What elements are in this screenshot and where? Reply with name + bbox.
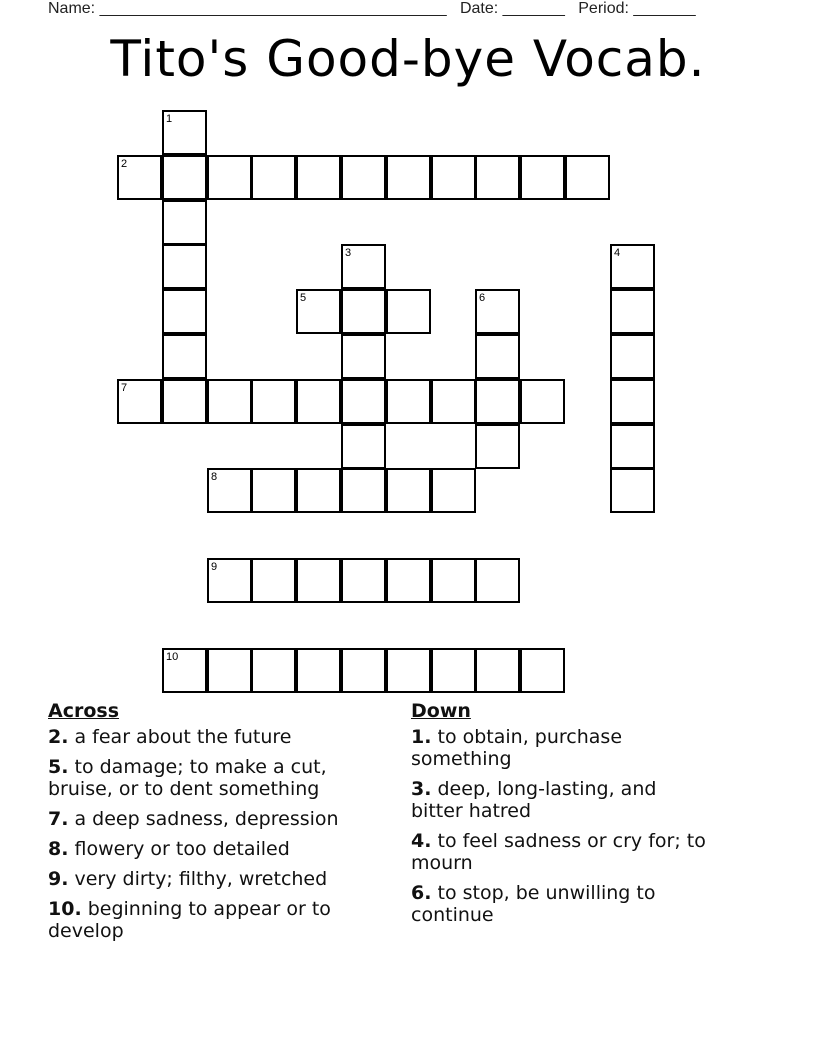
clue-number: 3 xyxy=(345,247,352,259)
crossword-cell[interactable] xyxy=(475,558,520,603)
crossword-cell[interactable] xyxy=(296,155,341,200)
crossword-cell[interactable] xyxy=(251,648,296,693)
crossword-cell[interactable] xyxy=(341,558,386,603)
clue-number: 10 xyxy=(166,651,179,663)
crossword-cell[interactable] xyxy=(610,424,655,469)
crossword-cell[interactable] xyxy=(386,289,431,334)
clue-across-5: 5. to damage; to make a cut, bruise, or to dent something xyxy=(48,756,327,800)
crossword-cell[interactable] xyxy=(341,244,386,289)
crossword-cell[interactable] xyxy=(296,468,341,513)
clue-down-4: 4. to feel sadness or cry for; to mourn xyxy=(411,830,706,874)
crossword-cell[interactable] xyxy=(610,468,655,513)
down-clues xyxy=(411,700,741,934)
crossword-cell[interactable] xyxy=(296,289,341,334)
crossword-cell[interactable] xyxy=(431,379,476,424)
clue-across-9: 9. very dirty; filthy, wretched xyxy=(48,868,328,890)
crossword-cell[interactable] xyxy=(475,379,520,424)
crossword-cell[interactable] xyxy=(341,334,386,379)
crossword-cell[interactable] xyxy=(431,155,476,200)
crossword-cell[interactable] xyxy=(475,648,520,693)
crossword-cell[interactable] xyxy=(162,155,207,200)
down-heading: Down xyxy=(411,700,471,722)
crossword-cell[interactable] xyxy=(431,648,476,693)
crossword-cell[interactable] xyxy=(610,289,655,334)
header-fields: Name: _______________________________________ Date: _______ Period: _______ xyxy=(48,0,696,17)
clue-across-10: 10. beginning to appear or to develop xyxy=(48,898,331,942)
crossword-cell[interactable] xyxy=(162,244,207,289)
clue-across-8: 8. flowery or too detailed xyxy=(48,838,290,860)
across-clues xyxy=(48,700,398,950)
across-heading: Across xyxy=(48,700,120,722)
crossword-cell[interactable] xyxy=(341,155,386,200)
crossword-cell[interactable] xyxy=(431,558,476,603)
crossword-cell[interactable] xyxy=(341,648,386,693)
crossword-cell[interactable] xyxy=(386,379,431,424)
crossword-cell[interactable] xyxy=(296,558,341,603)
crossword-cell[interactable] xyxy=(341,379,386,424)
crossword-cell[interactable] xyxy=(386,558,431,603)
crossword-cell[interactable] xyxy=(207,468,252,513)
clue-number: 2 xyxy=(121,158,128,170)
crossword-cell[interactable] xyxy=(565,155,610,200)
crossword-cell[interactable] xyxy=(475,289,520,334)
clue-down-3: 3. deep, long-lasting, and bitter hatred xyxy=(411,778,657,822)
clue-number: 1 xyxy=(166,113,173,125)
crossword-cell[interactable] xyxy=(520,379,565,424)
clue-number: 7 xyxy=(121,382,128,394)
crossword-cell[interactable] xyxy=(162,334,207,379)
clue-number: 4 xyxy=(614,247,621,259)
crossword-cell[interactable] xyxy=(251,379,296,424)
crossword-cell[interactable] xyxy=(207,648,252,693)
crossword-cell[interactable] xyxy=(251,155,296,200)
clue-down-6: 6. to stop, be unwilling to continue xyxy=(411,882,656,926)
clue-number: 6 xyxy=(479,292,486,304)
crossword-cell[interactable] xyxy=(207,379,252,424)
crossword-cell[interactable] xyxy=(117,155,162,200)
crossword-cell[interactable] xyxy=(475,155,520,200)
crossword-cell[interactable] xyxy=(162,200,207,245)
crossword-cell[interactable] xyxy=(251,468,296,513)
crossword-cell[interactable] xyxy=(207,155,252,200)
crossword-cell[interactable] xyxy=(386,155,431,200)
crossword-cell[interactable] xyxy=(341,289,386,334)
crossword-cell[interactable] xyxy=(610,379,655,424)
clue-number: 8 xyxy=(211,471,218,483)
crossword-cell[interactable] xyxy=(162,648,207,693)
crossword-cell[interactable] xyxy=(475,424,520,469)
crossword-cell[interactable] xyxy=(162,379,207,424)
crossword-cell[interactable] xyxy=(296,379,341,424)
crossword-cell[interactable] xyxy=(520,648,565,693)
clue-number: 9 xyxy=(211,561,218,573)
crossword-cell[interactable] xyxy=(117,379,162,424)
crossword-cell[interactable] xyxy=(610,244,655,289)
crossword-cell[interactable] xyxy=(475,334,520,379)
crossword-cell[interactable] xyxy=(431,468,476,513)
clue-across-2: 2. a fear about the future xyxy=(48,726,292,748)
clue-down-1: 1. to obtain, purchase something xyxy=(411,726,623,770)
clue-across-7: 7. a deep sadness, depression xyxy=(48,808,339,830)
crossword-cell[interactable] xyxy=(162,289,207,334)
crossword-cell[interactable] xyxy=(296,648,341,693)
crossword-cell[interactable] xyxy=(207,558,252,603)
crossword-cell[interactable] xyxy=(341,424,386,469)
crossword-cell[interactable] xyxy=(386,648,431,693)
clue-number: 5 xyxy=(300,292,307,304)
crossword-cell[interactable] xyxy=(610,334,655,379)
crossword-cell[interactable] xyxy=(386,468,431,513)
page-title: Tito's Good-bye Vocab. xyxy=(110,30,706,88)
crossword-cell[interactable] xyxy=(251,558,296,603)
crossword-cell[interactable] xyxy=(520,155,565,200)
crossword-cell[interactable] xyxy=(162,110,207,155)
crossword-cell[interactable] xyxy=(341,468,386,513)
